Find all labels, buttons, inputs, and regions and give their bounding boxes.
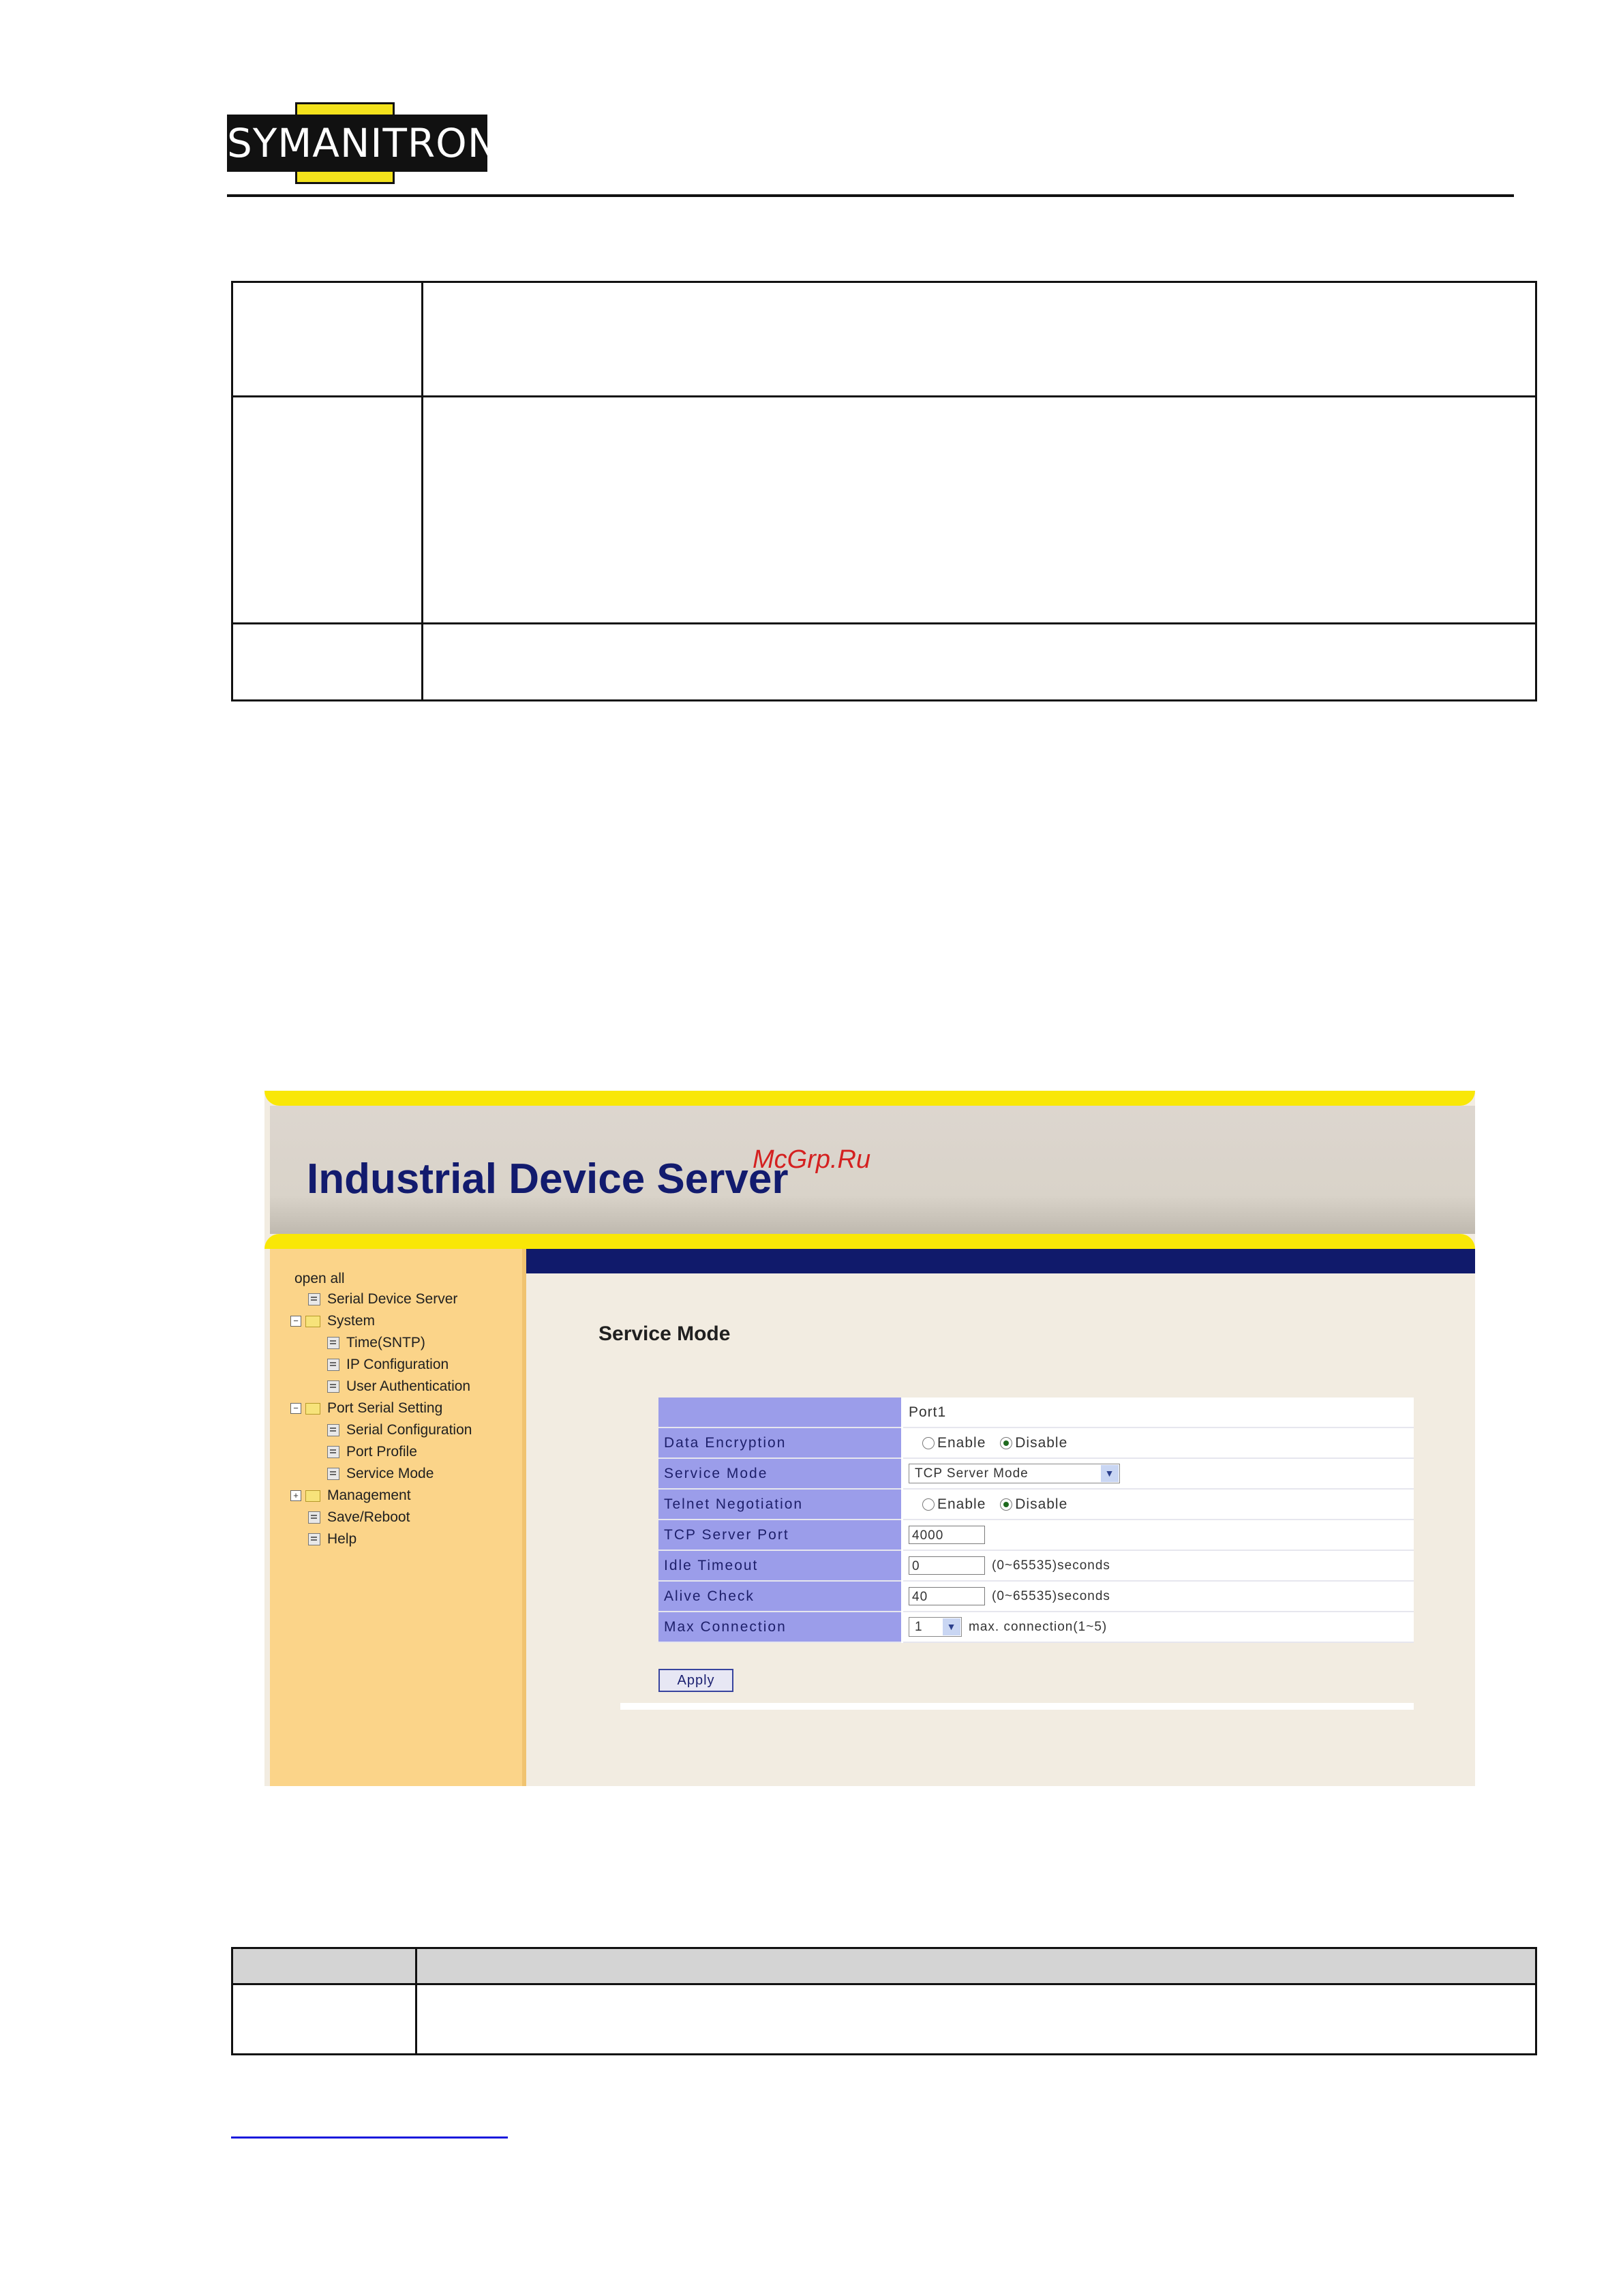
folder-open-icon bbox=[305, 1316, 320, 1327]
idle-timeout-input[interactable]: 0 bbox=[909, 1556, 985, 1575]
page-icon bbox=[327, 1468, 339, 1480]
max-connection-select[interactable] bbox=[909, 1617, 962, 1637]
radio-label: Enable bbox=[937, 1434, 986, 1451]
page-icon bbox=[308, 1533, 320, 1545]
idle-timeout-label: Idle Timeout bbox=[658, 1550, 902, 1581]
sidebar-item-label: Port Serial Setting bbox=[327, 1400, 443, 1416]
form-row-max-connection bbox=[658, 1612, 1414, 1642]
sidebar-item-time-sntp[interactable] bbox=[327, 1333, 425, 1353]
data-encryption-enable-radio[interactable] bbox=[922, 1437, 935, 1449]
logo-text: SYMANITRON bbox=[227, 115, 487, 172]
form-row-idle-timeout bbox=[658, 1550, 1414, 1581]
alive-check-hint: (0~65535)seconds bbox=[992, 1588, 1110, 1603]
form-row-tcp-server-port bbox=[658, 1520, 1414, 1550]
open-all-link[interactable] bbox=[294, 1269, 345, 1288]
sidebar-item-label: Port Profile bbox=[346, 1444, 417, 1460]
radio-label: Disable bbox=[1015, 1496, 1068, 1512]
sidebar-item-save-reboot[interactable] bbox=[308, 1508, 410, 1527]
port-column-header: Port1 bbox=[902, 1398, 1414, 1428]
radio-label: Enable bbox=[937, 1496, 986, 1512]
folder-icon bbox=[305, 1490, 320, 1502]
data-encryption-disable-radio[interactable] bbox=[1000, 1437, 1012, 1449]
service-mode-select[interactable] bbox=[909, 1464, 1120, 1483]
expand-icon[interactable]: + bbox=[290, 1490, 301, 1501]
idle-timeout-hint: (0~65535)seconds bbox=[992, 1558, 1110, 1573]
sidebar-item-ip-configuration[interactable] bbox=[327, 1355, 449, 1374]
sidebar-item-port-serial-setting[interactable] bbox=[290, 1399, 442, 1418]
page-icon bbox=[327, 1424, 339, 1436]
table-row bbox=[232, 397, 1536, 624]
tcp-server-port-label: TCP Server Port bbox=[658, 1520, 902, 1550]
select-value: TCP Server Mode bbox=[915, 1466, 1029, 1481]
sidebar-item-label: Service Mode bbox=[346, 1466, 434, 1481]
sidebar-item-label: Help bbox=[327, 1531, 357, 1547]
sidebar bbox=[270, 1249, 526, 1786]
page-icon bbox=[327, 1359, 339, 1371]
lower-table bbox=[231, 1947, 1537, 2055]
yellow-bar-top bbox=[264, 1091, 1475, 1106]
service-mode-form bbox=[658, 1398, 1414, 1643]
telnet-enable-radio[interactable] bbox=[922, 1498, 935, 1511]
sidebar-item-label: User Authentication bbox=[346, 1378, 471, 1394]
header-rule bbox=[227, 194, 1514, 197]
form-header-row bbox=[658, 1398, 1414, 1428]
sidebar-item-label: System bbox=[327, 1313, 376, 1329]
chevron-down-icon: ▼ bbox=[1101, 1465, 1119, 1482]
table-row bbox=[232, 1984, 1536, 2055]
sidebar-item-user-authentication[interactable] bbox=[327, 1377, 470, 1396]
tcp-server-port-input[interactable]: 4000 bbox=[909, 1526, 985, 1544]
form-row-telnet-negotiation bbox=[658, 1489, 1414, 1520]
page-icon bbox=[327, 1380, 339, 1393]
telnet-negotiation-label: Telnet Negotiation bbox=[658, 1489, 902, 1520]
data-encryption-label: Data Encryption bbox=[658, 1428, 902, 1458]
table-header-row bbox=[232, 1948, 1536, 1984]
sidebar-item-label: Serial Configuration bbox=[346, 1422, 472, 1438]
yellow-bar-bottom bbox=[264, 1234, 1475, 1249]
sidebar-item-management[interactable] bbox=[290, 1486, 411, 1505]
chevron-down-icon: ▼ bbox=[943, 1618, 960, 1635]
folder-open-icon bbox=[305, 1403, 320, 1415]
sidebar-item-help[interactable] bbox=[308, 1530, 357, 1549]
page-icon bbox=[308, 1293, 320, 1305]
alive-check-input[interactable]: 40 bbox=[909, 1587, 985, 1605]
footnote-link-rule bbox=[231, 2136, 508, 2139]
open-all-label: open all bbox=[294, 1271, 345, 1286]
apply-button[interactable]: Apply bbox=[658, 1669, 733, 1692]
device-server-screenshot bbox=[264, 1091, 1475, 1786]
radio-label: Disable bbox=[1015, 1434, 1068, 1451]
sidebar-item-serial-device-server[interactable] bbox=[308, 1290, 457, 1309]
page-title: Service Mode bbox=[598, 1323, 731, 1345]
page-icon bbox=[308, 1511, 320, 1524]
symanitron-logo bbox=[227, 102, 498, 184]
banner bbox=[270, 1106, 1475, 1234]
page-icon bbox=[327, 1337, 339, 1349]
sidebar-item-label: Serial Device Server bbox=[327, 1291, 458, 1307]
form-row-service-mode bbox=[658, 1458, 1414, 1489]
sidebar-item-service-mode[interactable] bbox=[327, 1464, 434, 1483]
apply-divider bbox=[620, 1703, 1414, 1710]
upper-table bbox=[231, 281, 1537, 701]
form-row-alive-check bbox=[658, 1581, 1414, 1612]
sidebar-item-label: Time(SNTP) bbox=[346, 1335, 425, 1350]
form-row-data-encryption bbox=[658, 1428, 1414, 1458]
service-mode-label: Service Mode bbox=[658, 1458, 902, 1489]
select-value: 1 bbox=[915, 1620, 923, 1634]
sidebar-item-serial-configuration[interactable] bbox=[327, 1421, 472, 1440]
sidebar-item-label: Management bbox=[327, 1487, 411, 1503]
max-connection-label: Max Connection bbox=[658, 1612, 902, 1642]
sidebar-item-system[interactable] bbox=[290, 1312, 375, 1331]
banner-title: Industrial Device Server bbox=[307, 1155, 789, 1203]
watermark: McGrp.Ru bbox=[753, 1145, 871, 1174]
content-top-bar bbox=[526, 1249, 1475, 1273]
sidebar-item-port-profile[interactable] bbox=[327, 1442, 417, 1462]
telnet-disable-radio[interactable] bbox=[1000, 1498, 1012, 1511]
logo-bar-bottom bbox=[295, 172, 395, 184]
logo-bar-top bbox=[295, 102, 395, 115]
table-row bbox=[232, 282, 1536, 397]
sidebar-item-label: IP Configuration bbox=[346, 1357, 449, 1372]
sidebar-item-label: Save/Reboot bbox=[327, 1509, 410, 1525]
collapse-icon[interactable]: − bbox=[290, 1403, 301, 1414]
page-icon bbox=[327, 1446, 339, 1458]
table-row bbox=[232, 624, 1536, 701]
max-connection-hint: max. connection(1~5) bbox=[969, 1619, 1108, 1634]
alive-check-label: Alive Check bbox=[658, 1581, 902, 1612]
collapse-icon[interactable]: − bbox=[290, 1316, 301, 1327]
